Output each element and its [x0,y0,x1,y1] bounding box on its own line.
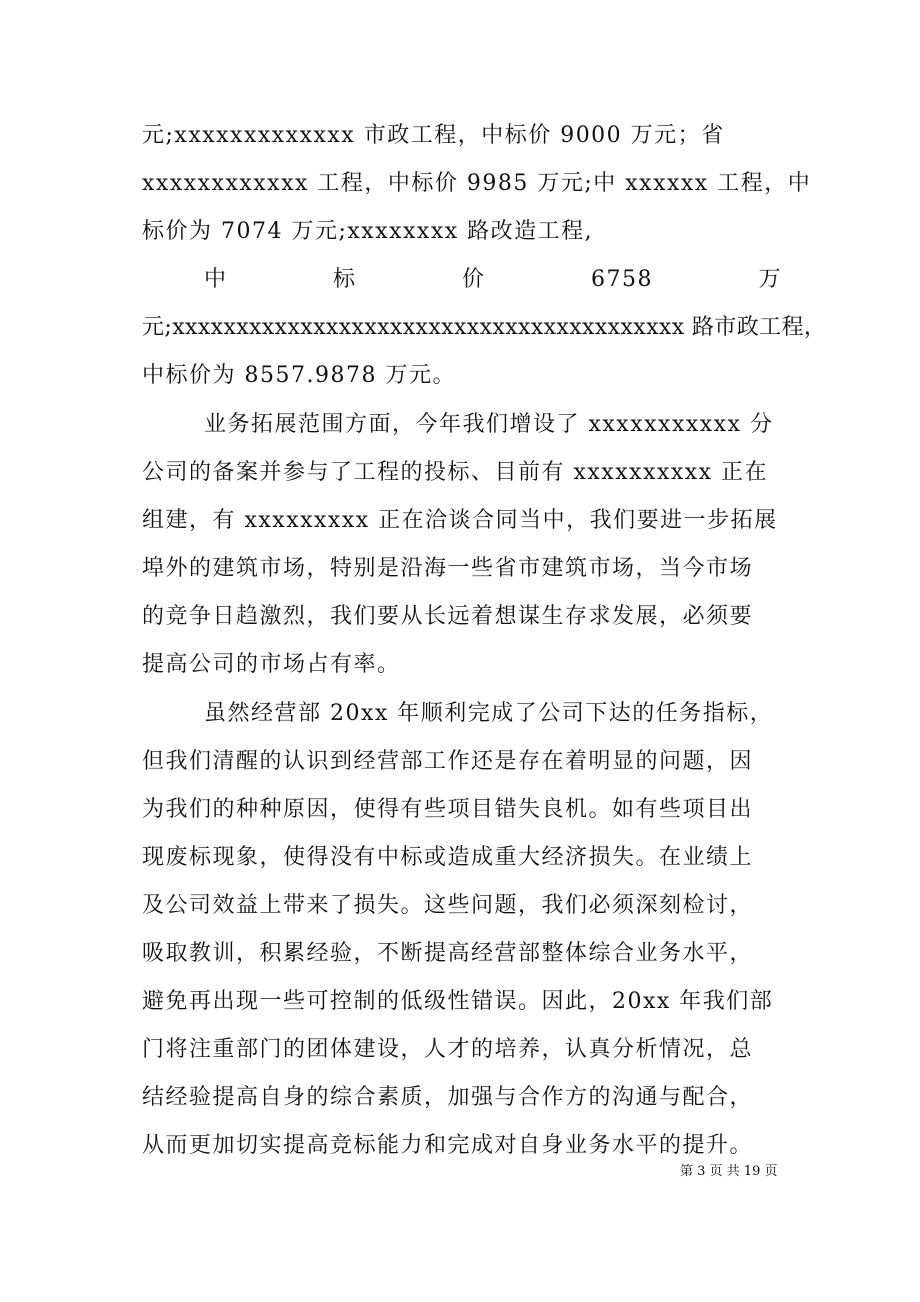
paragraph-first-line: 业务拓展范围方面，今年我们增设了 xxxxxxxxxxx 分 [204,412,774,437]
text-line: 为我们的种种原因，使得有些项目错失良机。如有些项目出 [142,797,754,822]
text-word: 万 [758,267,782,292]
text-line: 门将注重部门的团体建设，人才的培养，认真分析情况，总 [142,1037,754,1062]
text-line: 公司的备案并参与了工程的投标、目前有 xxxxxxxxxx 正在 [142,460,769,485]
text-word: 中 [204,267,228,292]
text-line: 组建，有 xxxxxxxxx 正在洽谈合同当中，我们要进一步拓展 [142,508,778,533]
paragraph-first-line: 虽然经营部 20xx 年顺利完成了公司下达的任务指标， [204,701,774,726]
text-line: 从而更加切实提高竞标能力和完成对自身业务水平的提升。 [142,1133,754,1158]
text-word: 6758 [591,267,653,292]
text-line: 标价为 7074 万元;xxxxxxxx 路改造工程, [142,219,594,244]
page-number-footer: 第 3 页 共 19 页 [680,1164,778,1179]
text-line: 的竞争日趋激烈，我们要从长远着想谋生存求发展，必须要 [142,604,754,629]
text-line: 避免再出现一些可控制的低级性错误。因此，20xx 年我们部 [142,989,774,1014]
text-line: 元;xxxxxxxxxxxxxxxxxxxxxxxxxxxxxxxxxxxxxxxx 路市政工程， [142,315,827,340]
text-line: 提高公司的市场占有率。 [142,652,401,677]
text-line: 但我们清醒的认识到经营部工作还是存在着明显的问题，因 [142,749,754,774]
text-line: 埠外的建筑市场，特别是沿海一些省市建筑市场，当今市场 [142,556,754,581]
text-word: 价 [462,267,486,292]
text-line: 现废标现象，使得没有中标或造成重大经济损失。在业绩上 [142,845,754,870]
text-line: 及公司效益上带来了损失。这些问题，我们必须深刻检讨， [142,893,754,918]
text-line: 结经验提高自身的综合素质，加强与合作方的沟通与配合， [142,1085,754,1110]
text-line: xxxxxxxxxxxx 工程，中标价 9985 万元;中 xxxxxx 工程，中 [142,171,812,196]
text-word: 标 [333,267,357,292]
text-line: 中标价为 8557.9878 万元。 [142,363,456,388]
text-line: 元;xxxxxxxxxxxxx 市政工程，中标价 9000 万元；省 [142,123,725,148]
text-line: 吸取教训，积累经验，不断提高经营部整体综合业务水平， [142,941,754,966]
text-line-justified [204,262,782,298]
